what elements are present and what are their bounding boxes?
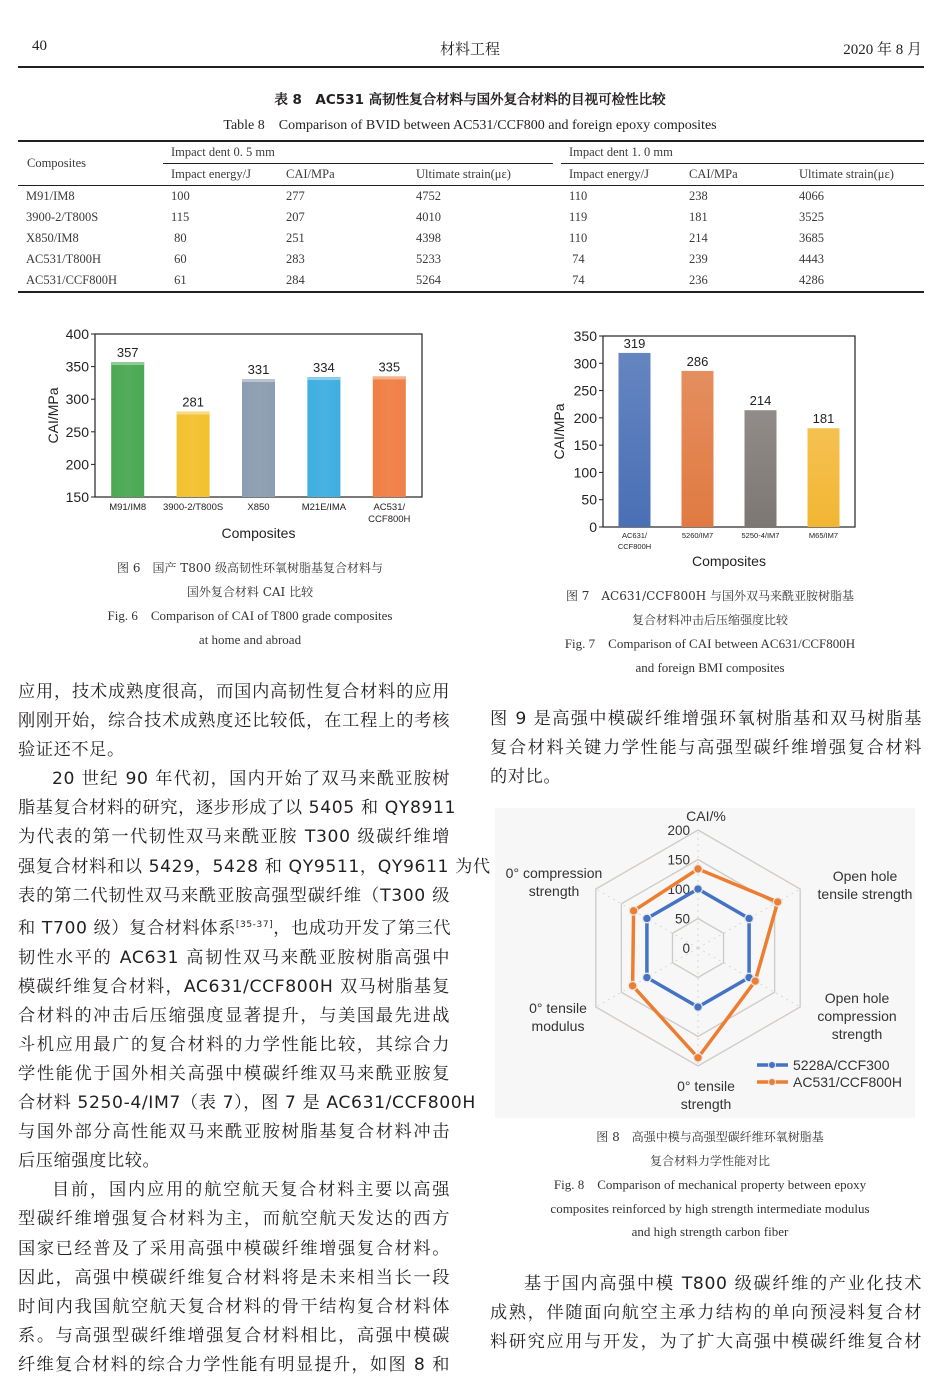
value-cell: 239 (689, 252, 708, 266)
y-tick-label: 100 (573, 464, 597, 481)
value-cell: 214 (689, 231, 708, 245)
right-column-paragraph-1 (490, 705, 922, 792)
y-tick-label: 250 (65, 423, 89, 440)
bar-highlight (373, 376, 406, 379)
fig6-svg (40, 322, 430, 547)
value-cell: 238 (689, 189, 708, 203)
fig8-caption-cn-1: 图 8 高强中模与高强型碳纤维环氧树脂基 (596, 1130, 824, 1144)
y-tick-label: 350 (573, 328, 597, 344)
radar-axis-label: strength (528, 883, 580, 899)
table-row (18, 249, 924, 270)
value-cell: 284 (278, 270, 408, 292)
radar-axis-label: 0° tensile (677, 1078, 735, 1094)
text-line: 刚刚开始，综合技术成熟度还比较低，在工程上的考核 (18, 711, 450, 732)
value-cell: 110 (569, 231, 588, 245)
paragraph (18, 1176, 450, 1380)
bar-value-label: 357 (116, 345, 139, 361)
value-cell: 74 (561, 270, 681, 292)
text-line: 为代表的第一代韧性双马来酰亚胺 T300 级碳纤维增 (18, 827, 450, 848)
x-tick-label: M65/IM7 (808, 531, 839, 540)
bar-value-label: 286 (686, 353, 709, 369)
fig6-caption-cn-1: 图 6 国产 T800 级高韧性环氧树脂基复合材料与 (117, 561, 383, 575)
bar (242, 379, 275, 497)
value-cell: 283 (286, 252, 305, 266)
figure-8-caption (495, 1126, 925, 1244)
text-line: 与国外部分高性能双马来酰亚胺树脂基复合材料冲击 (18, 1122, 450, 1143)
radar-axis-label: CAI/% (686, 808, 726, 824)
page-number: 40 (32, 38, 47, 54)
text-line: 因此，高强中模碳纤维复合材料将是未来相当长一段 (18, 1267, 450, 1288)
text-line: 验证还不足。 (18, 740, 125, 761)
fig6-caption-en-1: Fig. 6 Comparison of CAI of T800 grade composites (107, 608, 393, 623)
radar-series-line (633, 869, 778, 1058)
text-line: 强复合材料和以 5429，5428 和 QY9511，QY9611 为代 (18, 856, 491, 877)
subcol-header: Impact energy/J (163, 164, 278, 186)
left-column-text (18, 678, 491, 1380)
x-tick-label: AC531/ (373, 502, 406, 513)
y-axis-label: CAI/MPa (45, 387, 61, 444)
bar-highlight (242, 379, 275, 382)
value-cell: 181 (689, 210, 708, 224)
radar-data-point (629, 907, 638, 916)
text-line: 时间内我国航空航天复合材料的骨干结构复合材料体 (18, 1296, 450, 1317)
text-line: 学性能优于国外相关高强中模碳纤维双马来酰亚胺复 (18, 1063, 450, 1084)
y-tick-label: 150 (65, 489, 89, 505)
value-cell: 61 (163, 270, 278, 292)
radar-tick-label: 100 (667, 882, 690, 897)
subcol-header: Ultimate strain(με) (791, 164, 924, 186)
text-fragment: ，也成功开发了第三代 (273, 918, 452, 939)
text-line: 模碳纤维复合材料，AC631/CCF800H 双马树脂基复 (18, 976, 450, 997)
fig7-caption-en-2: and foreign BMI composites (635, 659, 785, 675)
y-tick-label: 150 (573, 437, 597, 454)
value-cell: 4286 (791, 270, 924, 292)
x-tick-label: CCF800H (368, 514, 411, 525)
radar-data-point (751, 977, 760, 986)
figure-8-chart (495, 808, 915, 1118)
y-tick-label: 300 (65, 391, 89, 408)
x-tick-label: 5250-4/IM7 (741, 531, 780, 540)
composite-name-cell: AC531/CCF800H (18, 270, 163, 292)
fig7-caption-en-1: Fig. 7 Comparison of CAI between AC631/CCF800H (564, 636, 856, 651)
bar-value-label: 281 (182, 394, 204, 410)
radar-axis-label: Open hole (832, 868, 898, 884)
text-line: 型碳纤维增强复合材料为主，而航空航天发达的西方 (18, 1209, 450, 1230)
x-tick-label: M91/IM8 (109, 502, 147, 513)
legend-label: 5228A/CCF300 (793, 1057, 890, 1073)
x-tick-label: CCF800H (617, 542, 652, 551)
bar (808, 428, 840, 527)
y-tick-label: 50 (581, 491, 597, 508)
bar-value-label: 331 (247, 361, 270, 377)
composite-name-cell: AC531/T800H (26, 252, 101, 266)
value-cell: 4752 (416, 189, 441, 203)
bar-value-label: 214 (749, 393, 772, 409)
text-line: 复合材料关键力学性能与高强型碳纤维增强复合材料 (490, 738, 922, 759)
bar (111, 362, 144, 497)
subcol-header: CAI/MPa (278, 164, 408, 186)
text-line: 基于国内高强中模 T800 级碳纤维的产业化技术 (524, 1274, 922, 1294)
radar-data-point (643, 914, 652, 923)
fig6-caption-en-2: at home and abroad (198, 631, 302, 647)
fig8-caption-cn-2: 复合材料力学性能对比 (649, 1153, 770, 1168)
y-tick-label: 250 (573, 382, 597, 399)
radar-data-point (773, 898, 782, 907)
text-line: 脂基复合材料的研究，逐步形成了以 5405 和 QY8911 (18, 798, 457, 819)
y-tick-label: 0 (589, 519, 597, 535)
radar-axis-label: strength (680, 1096, 732, 1112)
issue-date: 2020 年 8 月 (843, 42, 922, 58)
figure-7-chart (540, 322, 860, 580)
radar-tick-label: 200 (667, 823, 690, 838)
table-8 (18, 140, 924, 293)
bar (619, 353, 651, 527)
value-cell: 4066 (799, 189, 824, 203)
x-axis-label: Composites (692, 553, 766, 569)
y-tick-label: 200 (573, 409, 597, 426)
paragraph (18, 765, 491, 1176)
figure-6-caption (40, 557, 460, 651)
radar-axis-label: tensile strength (817, 886, 913, 902)
table-caption-cn: 表 8 AC531 高韧性复合材料与国外复合材料的目视可检性比较 (274, 92, 666, 108)
radar-axis-label: 0° tensile (529, 1000, 587, 1016)
value-cell: 4443 (799, 252, 824, 266)
x-tick-label: 5260/IM7 (681, 531, 714, 540)
value-cell: 4398 (416, 231, 441, 245)
radar-axis-label: strength (831, 1026, 883, 1042)
radar-tick-label: 50 (674, 911, 690, 927)
radar-tick-label: 0 (682, 941, 690, 956)
y-tick-label: 350 (65, 358, 89, 375)
bar (745, 410, 777, 527)
text-fragment: 和 T700 级）复合材料体系 (18, 918, 236, 939)
x-tick-label: M21E/IMA (301, 502, 347, 513)
x-tick-label: X850 (247, 502, 270, 513)
value-cell: 277 (286, 189, 305, 203)
fig6-caption-cn-2: 国外复合材料 CAI 比较 (186, 584, 314, 599)
group-header-1-0mm: Impact dent 1. 0 mm (561, 141, 924, 164)
x-tick-label: AC631/ (621, 531, 648, 540)
header-rule (18, 66, 924, 68)
text-line: 20 世纪 90 年代初，国内开始了双马来酰亚胺树 (52, 769, 450, 790)
bar-highlight (307, 377, 340, 380)
text-line (18, 911, 450, 944)
figure-6-chart (40, 322, 430, 547)
radar-data-point (694, 1053, 703, 1062)
subcol-header: Impact energy/J (561, 164, 681, 186)
table-row (18, 228, 924, 249)
fig8-caption-en-3: and high strength carbon fiber (631, 1224, 789, 1239)
value-cell: 110 (569, 189, 588, 203)
text-line: 成熟，伴随面向航空主承力结构的单向预浸料复合材 (490, 1303, 922, 1324)
radar-axis-label: modulus (531, 1018, 585, 1034)
text-line: 合材料的冲击后压缩强度显著提升，与美国最先进战 (18, 1005, 450, 1026)
bar-value-label: 319 (623, 335, 646, 351)
text-line: 应用，技术成熟度很高，而国内高韧性复合材料的应用 (18, 682, 450, 702)
text-line: 纤维复合材料的综合力学性能有明显提升，如图 8 和 (18, 1354, 450, 1375)
legend-label: AC531/CCF800H (793, 1074, 902, 1090)
figure-7-caption (500, 585, 920, 679)
text-line: 后压缩强度比较。 (18, 1151, 161, 1172)
value-cell: 119 (569, 210, 588, 224)
bar-value-label: 181 (812, 411, 835, 427)
composite-name-cell: M91/IM8 (26, 189, 75, 203)
value-cell: 207 (286, 210, 305, 224)
radar-data-point (694, 1003, 703, 1012)
fig7-caption-cn-2: 复合材料冲击后压缩强度比较 (631, 612, 788, 627)
composite-name-cell: 3900-2/T800S (26, 210, 99, 224)
paragraph (490, 705, 922, 792)
text-line: 斗机应用最广的复合材料的力学性能比较，其综合力 (18, 1034, 450, 1055)
radar-axis-label: Open hole (824, 990, 890, 1006)
journal-title: 材料工程 (439, 42, 500, 58)
subcol-header: Ultimate strain(με) (408, 164, 553, 186)
value-cell: 60 (171, 252, 187, 266)
composite-name-cell: X850/IM8 (26, 231, 79, 245)
radar-data-point (628, 981, 637, 990)
citation-ref[interactable]: [35-37] (235, 919, 274, 930)
fig7-caption-cn-1: 图 7 AC631/CCF800H 与国外双马来酰亚胺树脂基 (565, 589, 855, 603)
x-axis-label: Composites (221, 525, 296, 541)
value-cell: 5264 (408, 270, 553, 292)
text-line: 图 9 是高强中模碳纤维增强环氧树脂基和双马树脂基 (490, 709, 922, 729)
text-line: 的对比。 (490, 767, 562, 788)
value-cell: 115 (171, 210, 190, 224)
value-cell: 3685 (799, 231, 824, 245)
fig8-caption-en-2: composites reinforced by high strength intermediate modulus (550, 1200, 870, 1216)
value-cell: 100 (171, 189, 190, 203)
y-axis-label: CAI/MPa (551, 403, 567, 460)
text-line: 合材料 5250-4/IM7（表 7），图 7 是 AC631/CCF800H (18, 1093, 476, 1114)
y-tick-label: 400 (65, 326, 89, 342)
value-cell: 236 (681, 270, 791, 292)
bar-value-label: 335 (378, 359, 401, 375)
bar (682, 371, 714, 527)
subcol-header: CAI/MPa (681, 164, 791, 186)
text-line: 料研究应用与开发，为了扩大高强中模碳纤维复合材 (490, 1332, 922, 1353)
y-tick-label: 200 (65, 456, 89, 473)
value-cell: 3525 (799, 210, 824, 224)
x-tick-label: 3900-2/T800S (162, 502, 224, 513)
bar (373, 376, 406, 497)
radar-data-point (745, 914, 754, 923)
bar (307, 377, 340, 497)
right-column-paragraph-2 (490, 1270, 922, 1357)
radar-data-point (694, 885, 703, 894)
value-cell: 251 (286, 231, 305, 245)
table-row (18, 186, 924, 208)
value-cell: 5233 (416, 252, 441, 266)
bar-highlight (177, 412, 210, 415)
group-header-0-5mm: Impact dent 0. 5 mm (163, 141, 553, 164)
text-line: 系。与高强型碳纤维增强复合材料相比，高强中模碳 (18, 1325, 450, 1346)
col-header-composites: Composites (18, 141, 163, 186)
legend-swatch-marker (769, 1062, 776, 1069)
radar-axis-label: 0° compression (505, 865, 603, 881)
fig8-svg (495, 808, 915, 1118)
fig8-caption-en-1: Fig. 8 Comparison of mechanical property between epoxy (553, 1177, 867, 1192)
table-row (18, 270, 924, 292)
bar-highlight (111, 362, 144, 365)
fig7-svg (540, 322, 860, 580)
radar-data-point (694, 865, 703, 874)
radar-axis-label: compression (817, 1008, 897, 1024)
y-tick-label: 300 (573, 355, 597, 372)
bar-value-label: 334 (313, 360, 335, 376)
paragraph (18, 678, 450, 765)
paragraph (490, 1270, 922, 1357)
text-line: 国家已经普及了采用高强中模碳纤维增强复合材料。 (18, 1238, 450, 1259)
legend-swatch-marker (769, 1079, 776, 1086)
value-cell: 74 (569, 252, 585, 266)
radar-data-point (643, 973, 652, 982)
table-row (18, 207, 924, 228)
text-line: 韧性水平的 AC631 高韧性双马来酰亚胺树脂高强中 (18, 947, 450, 968)
text-line: 目前，国内应用的航空航天复合材料主要以高强 (52, 1180, 450, 1201)
bar (177, 412, 210, 497)
value-cell: 4010 (416, 210, 441, 224)
value-cell: 80 (171, 231, 187, 245)
table-caption-en: Table 8 Comparison of BVID between AC531/CCF800 and foreign epoxy composites (223, 118, 717, 133)
text-line: 表的第二代韧性双马来酰亚胺高强型碳纤维（T300 级 (18, 885, 450, 906)
radar-tick-label: 150 (667, 852, 690, 868)
